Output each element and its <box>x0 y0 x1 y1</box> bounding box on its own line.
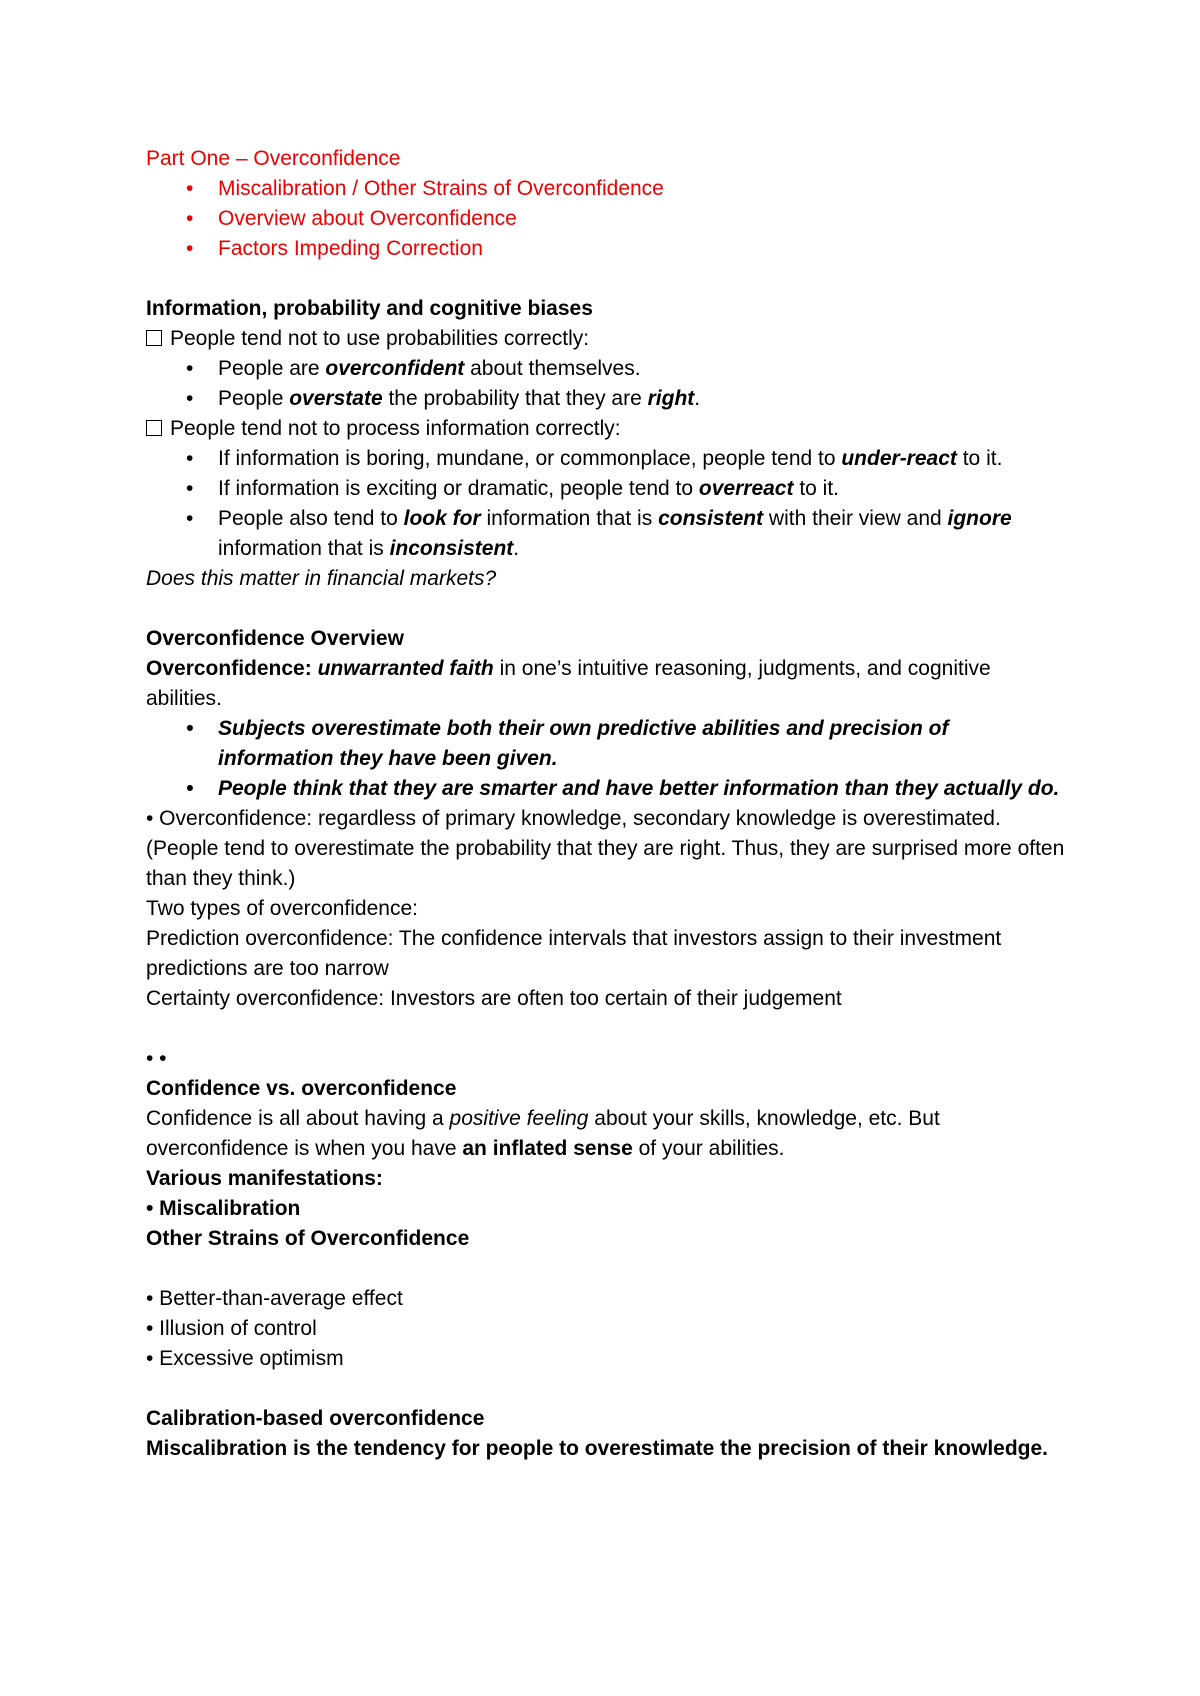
checkbox-icon <box>146 330 162 346</box>
various-label: Various manifestations: <box>146 1167 383 1190</box>
info-list-1 <box>146 354 1066 414</box>
calibration-text: Miscalibration is the tendency for people to overestimate the precision of their knowledge. <box>146 1437 1049 1460</box>
checkbox-icon <box>146 420 162 436</box>
question-text: Does this matter in financial markets? <box>146 567 497 590</box>
miscalibration-label: • Miscalibration <box>146 1197 301 1220</box>
list-item: • Factors Impeding Correction <box>146 234 1066 264</box>
definition-text: Overconfidence: unwarranted faith in one’s intuitive reasoning, judgments, and cognitive abilities. <box>146 657 991 710</box>
other-strains-label: Other Strains of Overconfidence <box>146 1227 470 1250</box>
section-heading-calibration: Calibration-based overconfidence <box>146 1407 485 1430</box>
document-page <box>146 144 1066 1464</box>
list-item: • Miscalibration / Other Strains of Overconfidence <box>146 174 1066 204</box>
checkbox-point-2: People tend not to process information correctly: <box>146 414 1066 444</box>
list-item: • If information is boring, mundane, or commonplace, people tend to under-react to it. <box>146 444 1066 474</box>
list-item: • Illusion of control <box>146 1317 317 1340</box>
part-one-title: Part One – Overconfidence <box>146 147 401 170</box>
list-item: • Better-than-average effect <box>146 1287 403 1310</box>
list-item: • People think that they are smarter and have better information than they actually do. <box>146 774 1066 804</box>
section-heading-overview: Overconfidence Overview <box>146 627 404 650</box>
checkbox-point-1: People tend not to use probabilities correctly: <box>146 324 1066 354</box>
overview-paragraph: Prediction overconfidence: The confidence intervals that investors assign to their investment predictions are too narrow <box>146 927 1002 980</box>
list-item: • People are overconfident about themselves. <box>146 354 1066 384</box>
overview-paragraph: • Overconfidence: regardless of primary knowledge, secondary knowledge is overestimated. (People tend to overestimate the probability that they are right. Thus, they are surprised more often than they think.) <box>146 807 1065 890</box>
section-heading-information: Information, probability and cognitive biases <box>146 297 593 320</box>
list-item: • Overview about Overconfidence <box>146 204 1066 234</box>
list-item: • People overstate the probability that they are right. <box>146 384 1066 414</box>
section-heading-confidence: Confidence vs. overconfidence <box>146 1077 457 1100</box>
list-item: • If information is exciting or dramatic, people tend to overreact to it. <box>146 474 1066 504</box>
list-item: • Subjects overestimate both their own predictive abilities and precision of information they have been given. <box>146 714 1066 774</box>
bullet-marks: • • <box>146 1047 167 1070</box>
confidence-text: Confidence is all about having a positive feeling about your skills, knowledge, etc. But overconfidence is when you have an inflated sense of your abilities. <box>146 1107 940 1160</box>
info-list-2 <box>146 444 1066 564</box>
part-one-list <box>146 174 1066 264</box>
overview-list <box>146 714 1066 804</box>
list-item: • Excessive optimism <box>146 1347 344 1370</box>
overview-paragraph: Two types of overconfidence: <box>146 897 418 920</box>
list-item: • People also tend to look for information that is consistent with their view and ignore information that is inconsistent. <box>146 504 1066 564</box>
overview-paragraph: Certainty overconfidence: Investors are often too certain of their judgement <box>146 987 842 1010</box>
